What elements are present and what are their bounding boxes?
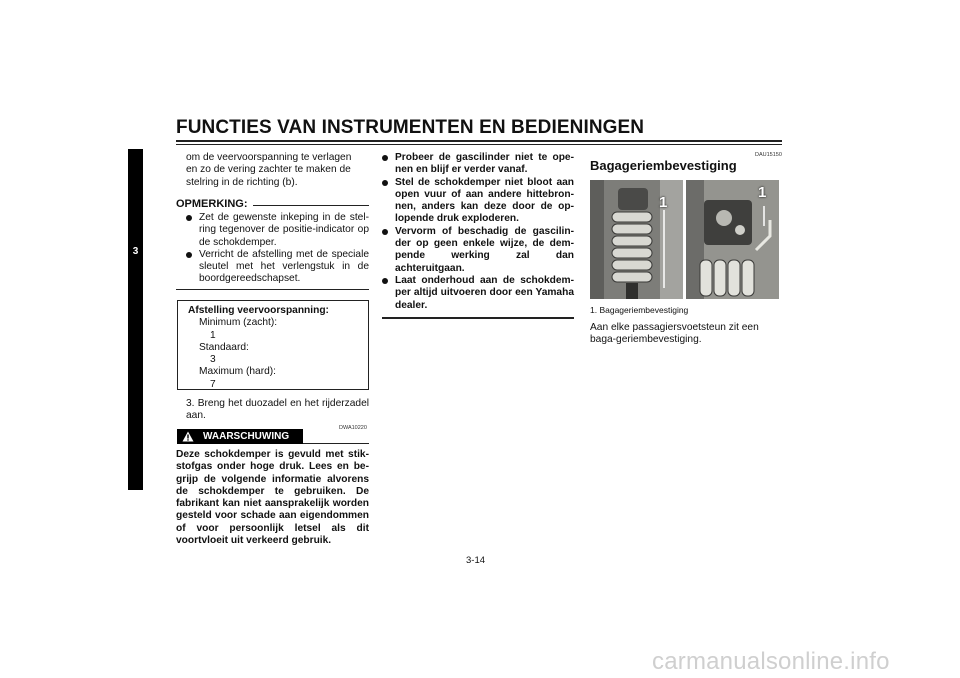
page-title: FUNCTIES VAN INSTRUMENTEN EN BEDIENINGEN	[176, 117, 645, 138]
spec-value: 1	[210, 329, 216, 341]
section-code: DAU15150	[755, 152, 782, 158]
bullet-icon	[382, 229, 388, 235]
bullet-icon	[186, 252, 192, 258]
bullet-icon	[382, 278, 388, 284]
warning-text: Deze schokdemper is gevuld met stik-stofgas onder hoge druk. Lees en be-grijp de volgende informatie alvorens de schokdemper te gebruiken. De fabrikant kan niet aansprakelijk worden gesteld voor schade aan eigendommen of voor persoonlijk letsel als dit voortvloeit uit verkeerd gebruik.	[176, 449, 369, 547]
warning-badge: WAARSCHUWING	[177, 429, 303, 444]
warning-bullet-list	[382, 152, 574, 312]
intro-paragraph	[186, 152, 369, 189]
spec-value: 3	[210, 354, 216, 366]
note-end-rule	[176, 289, 369, 290]
note-bullet	[186, 212, 369, 249]
note-bullet	[186, 249, 369, 286]
note-bullet-text: Zet de gewenste inkeping in de stel-ring tegenover de positie-indicator op de schokdemper.	[199, 212, 369, 248]
bullet-icon	[382, 180, 388, 186]
warning-bullet-text: Stel de schokdemper niet bloot aan open vuur of aan andere hittebron-nen, anders kan deze door de op-lopende druk exploderen.	[395, 176, 574, 225]
warning-triangle-icon	[182, 431, 194, 442]
shock-absorber-photo	[590, 180, 683, 299]
bullet-icon	[382, 155, 388, 161]
section-paragraph: Aan elke passagiersvoetsteun zit een baga-geriembevestiging.	[590, 322, 759, 346]
warning-bullet-text: Vervorm of beschadig de gascilin-der op geen enkele wijze, de dem-pende werking zal dan achteruitgaan.	[395, 225, 574, 274]
spec-label: Maximum (hard):	[199, 366, 276, 378]
header-rule	[176, 140, 782, 142]
header-rule-thin	[176, 144, 782, 145]
spec-title: Afstelling veervoorspanning:	[188, 305, 329, 316]
photo-callout: 1	[758, 184, 767, 201]
note-bullet-text: Verricht de afstelling met de speciale sleutel met het verlengstuk in de boordgereedschapset.	[199, 248, 369, 285]
warning-bullet	[382, 152, 574, 177]
warning-bullet	[382, 226, 574, 275]
step-3: 3. Breng het duozadel en het rijderzadel aan.	[186, 398, 369, 422]
intro-line: stelring in de richting (b).	[186, 176, 298, 188]
warning-bullet	[382, 177, 574, 226]
warning-end-rule	[382, 317, 574, 319]
photo-caption: 1. Bagageriembevestiging	[590, 305, 689, 315]
photo-callout: 1	[659, 194, 668, 211]
bullet-icon	[186, 215, 192, 221]
section-heading: Bagageriembevestiging	[590, 158, 737, 173]
chapter-number: 3	[132, 246, 139, 257]
page-number: 3-14	[466, 555, 486, 566]
photo-right	[686, 180, 779, 299]
warning-rule	[303, 443, 369, 444]
warning-bullet-text: Probeer de gascilinder niet te ope-nen en blijf er verder vanaf.	[395, 152, 574, 176]
photo-left	[590, 180, 683, 299]
spec-label: Minimum (zacht):	[199, 317, 278, 329]
intro-line: en zo de vering zachter te maken de	[186, 164, 351, 176]
note-bullet-list	[186, 212, 369, 286]
warning-bullet-text: Laat onderhoud aan de schokdem-per altijd uitvoeren door een Yamaha dealer.	[395, 274, 574, 311]
spec-label: Standaard:	[199, 341, 249, 353]
note-heading-rule	[253, 205, 369, 206]
warning-code: DWA10220	[339, 425, 367, 431]
spec-box	[177, 300, 369, 390]
watermark: carmanualsonline.info	[652, 648, 890, 675]
chapter-tab	[128, 149, 143, 490]
intro-line: om de veervoorspanning te verlagen	[186, 152, 352, 163]
note-heading: OPMERKING:	[176, 198, 248, 210]
warning-bullet	[382, 275, 574, 312]
spec-value: 7	[210, 378, 216, 390]
